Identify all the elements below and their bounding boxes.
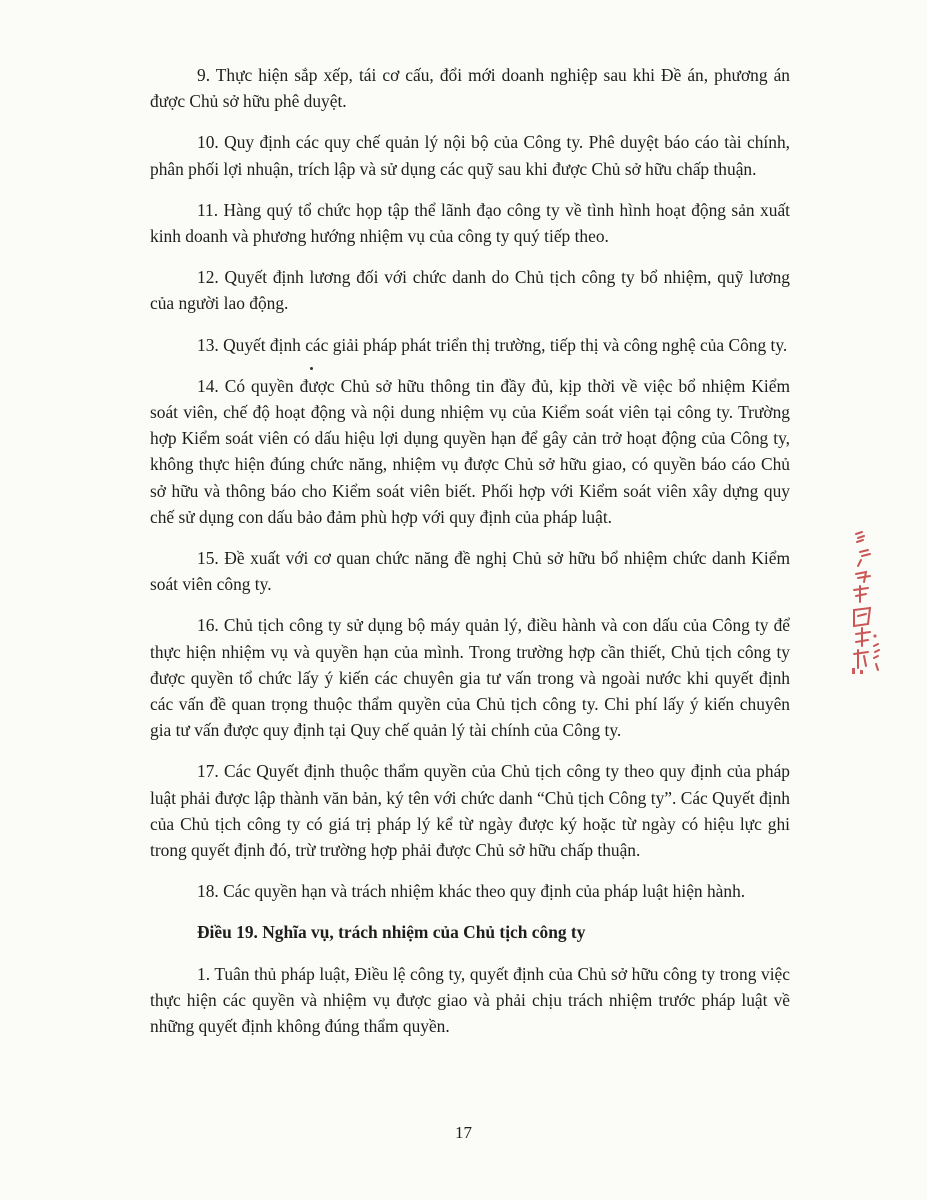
paragraph-18: 18. Các quyền hạn và trách nhiệm khác theo quy định của pháp luật hiện hành. [197, 881, 746, 902]
paragraph-13: 13. Quyết định các giải pháp phát triển thị trường, tiếp thị và công nghệ của Công ty. [197, 334, 788, 355]
stray-mark [310, 367, 313, 370]
paragraph-12: 12. Quyết định lương đối với chức danh do Chủ tịch công ty bổ nhiệm, quỹ lương của người lao động. [150, 267, 790, 314]
paragraph-15: 15. Đề xuất với cơ quan chức năng đề nghị Chủ sở hữu bổ nhiệm chức danh Kiểm soát viên công ty. [150, 548, 790, 595]
page-number: 17 [455, 1123, 472, 1142]
paragraph-11: 11. Hàng quý tổ chức họp tập thể lãnh đạo công ty về tình hình hoạt động sản xuất kinh doanh và phương hướng nhiệm vụ của công ty quý tiếp theo. [150, 199, 790, 247]
article-19-heading: Điều 19. Nghĩa vụ, trách nhiệm của Chủ tịch công ty [197, 922, 586, 943]
red-stamp-icon [848, 528, 884, 676]
article-19-clause-1: 1. Tuân thủ pháp luật, Điều lệ công ty, quyết định của Chủ sở hữu công ty trong việc thực hiện các quyền và nhiệm vụ được giao và phải chịu trách nhiệm trước pháp luật về những quyết định không đúng thẩm quyền. [150, 963, 790, 1037]
paragraph-14: 14. Có quyền được Chủ sở hữu thông tin đầy đủ, kịp thời về việc bổ nhiệm Kiểm soát viên, chế độ hoạt động và nội dung nhiệm vụ của Kiểm soát viên tại công ty. Trường hợp Kiểm soát viên có dấu hiệu lợi dụng quyền hạn để gây cản trở hoạt động của Công ty, không thực hiện đúng chức năng, nhiệm vụ được Chủ sở hữu giao, có quyền báo cáo Chủ sở hữu và thông báo cho Kiểm soát viên biết. Phối hợp với Kiểm soát viên xây dựng quy chế sử dụng con dấu bảo đảm phù hợp với quy định của pháp luật. [150, 375, 790, 527]
paragraph-9: 9. Thực hiện sắp xếp, tái cơ cấu, đổi mới doanh nghiệp sau khi Đề án, phương án được Chủ sở hữu phê duyệt. [150, 65, 790, 112]
paragraph-16: 16. Chủ tịch công ty sử dụng bộ máy quản lý, điều hành và con dấu của Công ty để thực hiện nhiệm vụ và quyền hạn của mình. Trong trường hợp cần thiết, Chủ tịch công ty được quyền tổ chức lấy ý kiến các chuyên gia tư vấn trong và ngoài nước khi quyết định các vấn đề quan trọng thuộc thẩm quyền của Chủ tịch công ty. Chi phí lấy ý kiến chuyên gia tư vấn được quy định tại Quy chế quản lý tài chính của Công ty. [150, 615, 790, 741]
paragraph-17: 17. Các Quyết định thuộc thẩm quyền của Chủ tịch công ty theo quy định của pháp luật phải được lập thành văn bản, ký tên với chức danh “Chủ tịch Công ty”. Các Quyết định của Chủ tịch công ty có giá trị pháp lý kể từ ngày được ký hoặc từ ngày có hiệu lực ghi trong quyết định đó, trừ trường hợp phải được Chủ sở hữu chấp thuận. [150, 761, 790, 861]
document-body [150, 62, 790, 1054]
paragraph-10: 10. Quy định các quy chế quản lý nội bộ của Công ty. Phê duyệt báo cáo tài chính, phân phối lợi nhuận, trích lập và sử dụng các quỹ sau khi được Chủ sở hữu chấp thuận. [150, 132, 790, 179]
